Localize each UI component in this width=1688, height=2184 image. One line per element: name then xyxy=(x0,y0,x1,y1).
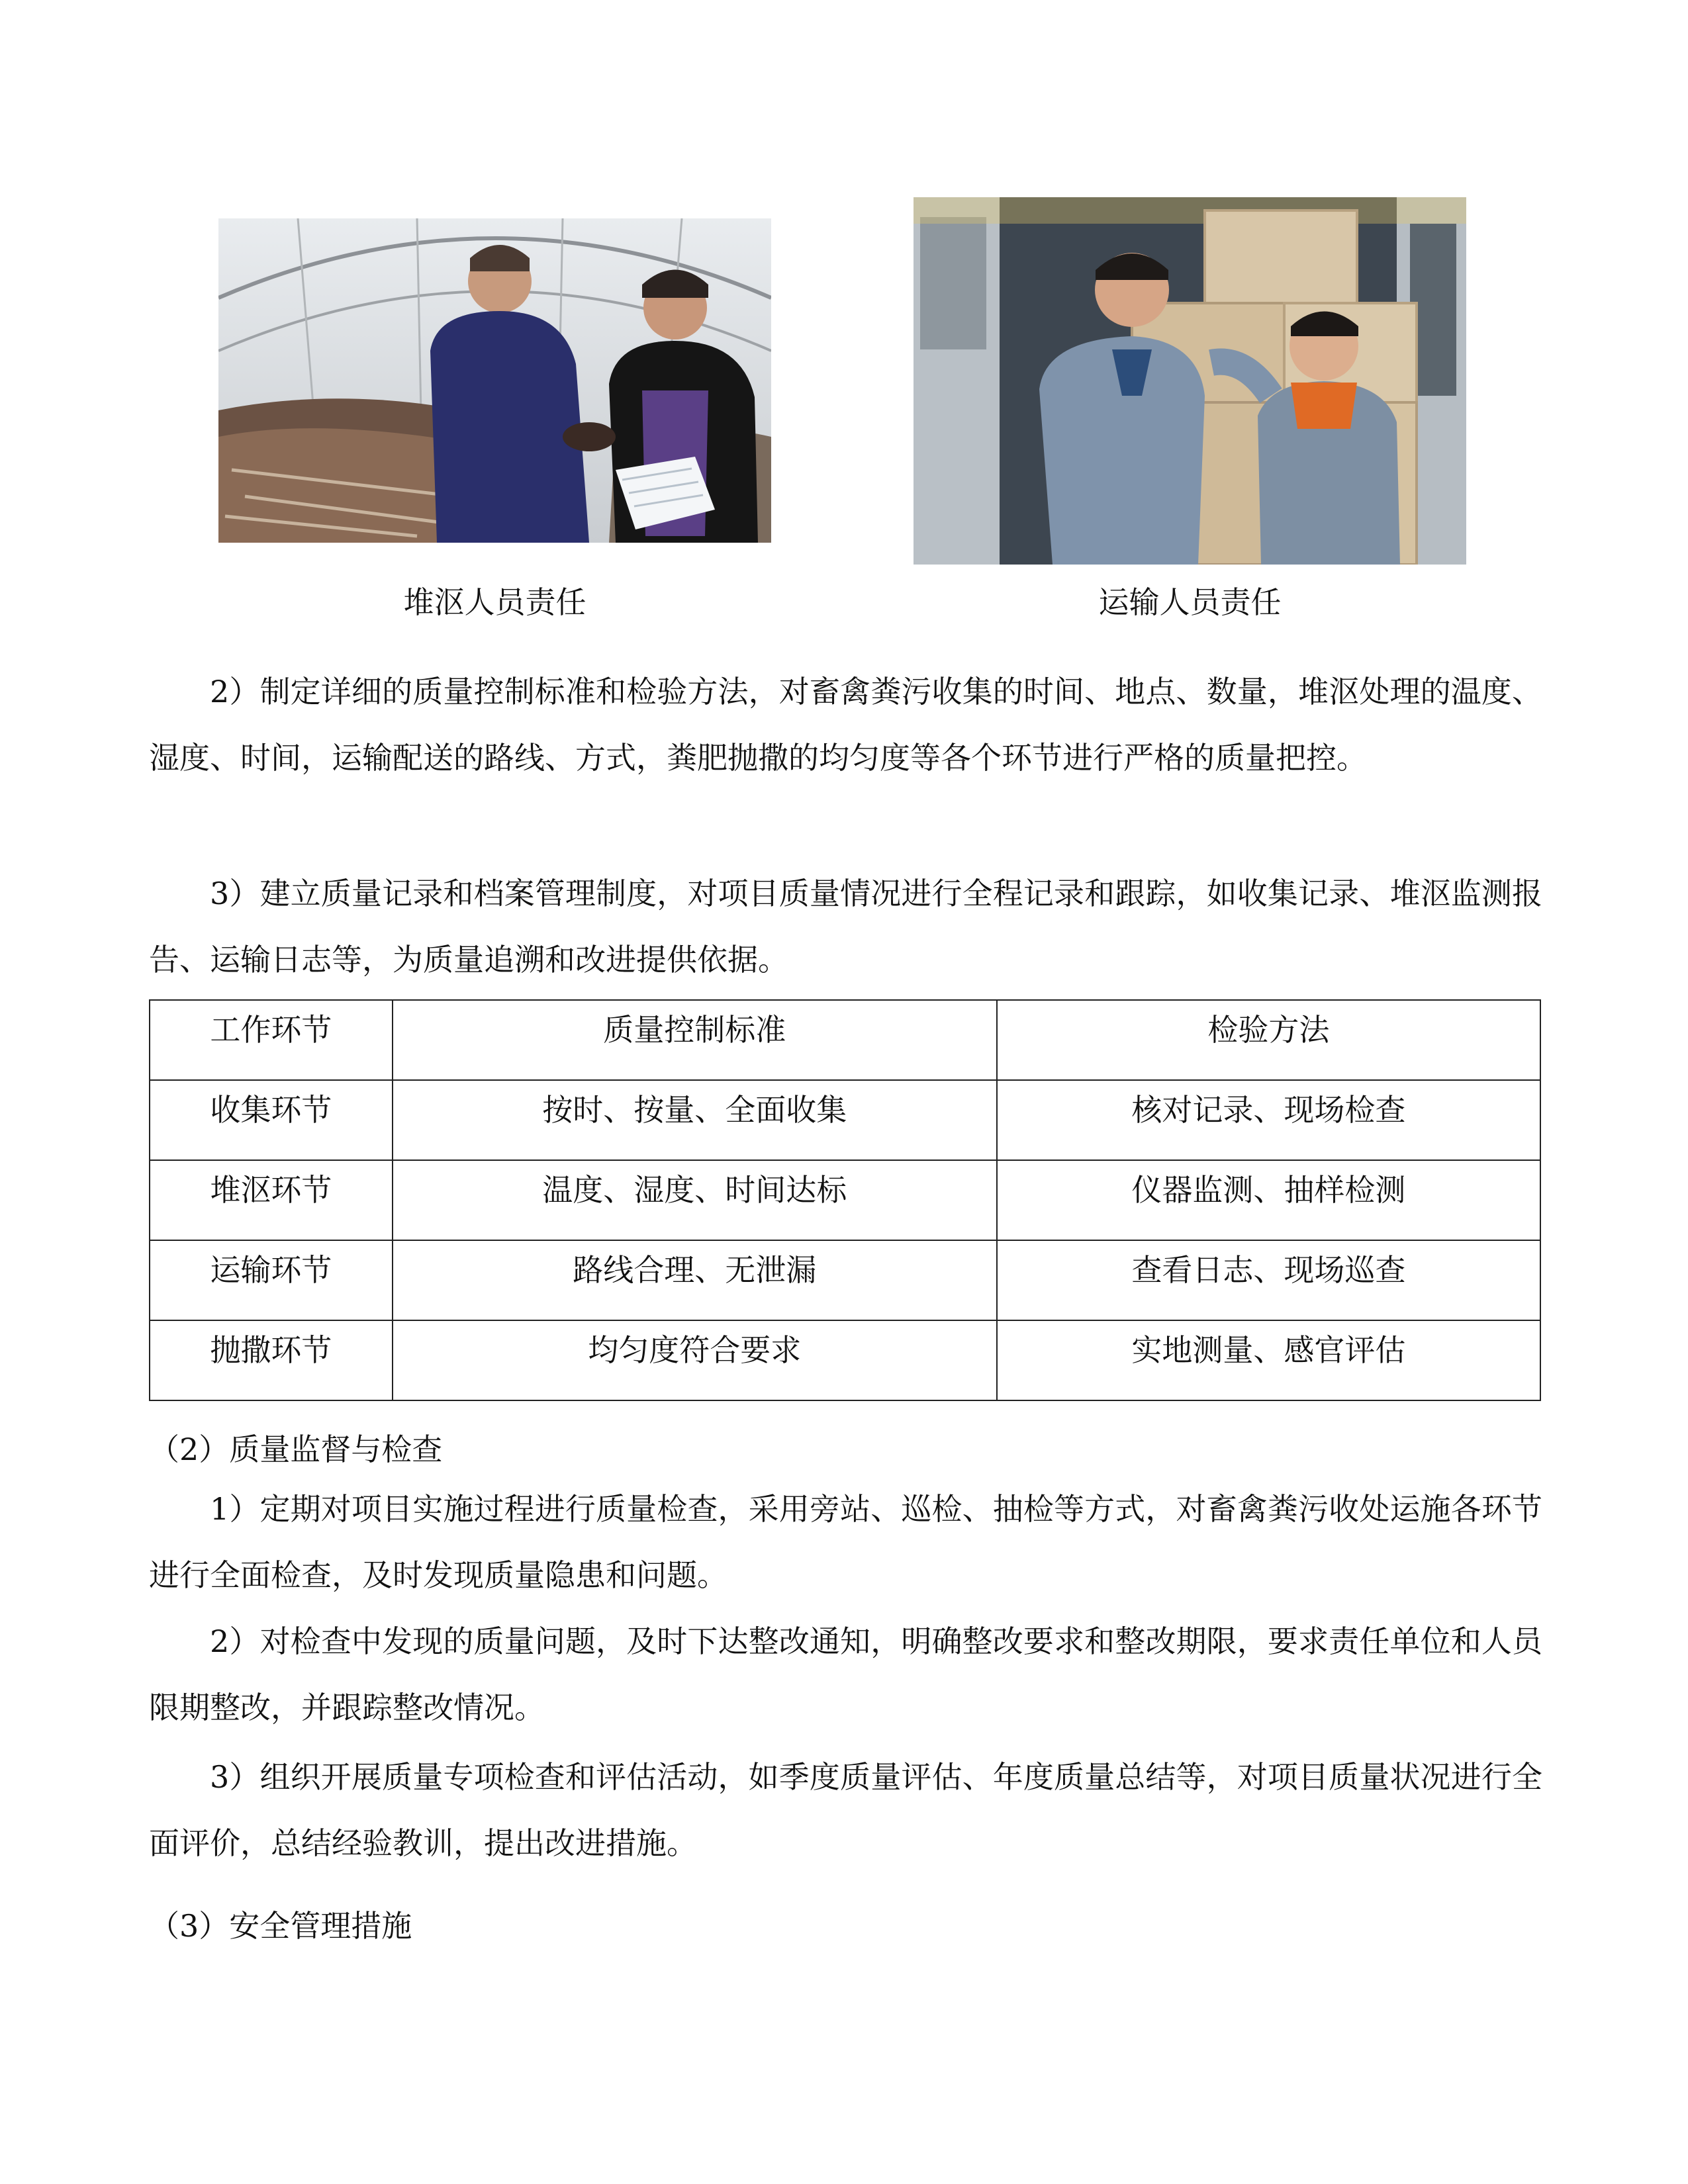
table-cell: 抛撒环节 xyxy=(150,1320,393,1400)
table-cell: 堆沤环节 xyxy=(150,1160,393,1240)
table-header-row xyxy=(150,1000,1540,1080)
table-row xyxy=(150,1240,1540,1320)
photo-van-loading xyxy=(914,197,1466,565)
table-row xyxy=(150,1160,1540,1240)
section-heading: （2）质量监督与检查 xyxy=(149,1432,443,1467)
table-cell: 均匀度符合要求 xyxy=(393,1320,997,1400)
table-cell: 核对记录、现场检查 xyxy=(997,1080,1540,1160)
table-cell: 温度、湿度、时间达标 xyxy=(393,1160,997,1240)
photo-greenhouse-workers xyxy=(218,218,771,543)
table-cell: 查看日志、现场巡查 xyxy=(997,1240,1540,1320)
paragraph: 3）组织开展质量专项检查和评估活动，如季度质量评估、年度质量总结等，对项目质量状况进行全面评价，总结经验教训，提出改进措施。 xyxy=(149,1759,1542,1861)
table-cell: 路线合理、无泄漏 xyxy=(393,1240,997,1320)
table-row xyxy=(150,1320,1540,1400)
table-cell: 按时、按量、全面收集 xyxy=(393,1080,997,1160)
table-cell: 实地测量、感官评估 xyxy=(997,1320,1540,1400)
section-heading: （3）安全管理措施 xyxy=(149,1908,412,1944)
table-header-cell: 检验方法 xyxy=(997,1000,1540,1080)
paragraph: 3）建立质量记录和档案管理制度，对项目质量情况进行全程记录和跟踪，如收集记录、堆沤监测报告、运输日志等，为质量追溯和改进提供依据。 xyxy=(149,876,1542,978)
figure-caption: 运输人员责任 xyxy=(1098,584,1282,620)
paragraph: 2）对检查中发现的质量问题，及时下达整改通知，明确整改要求和整改期限，要求责任单位和人员限期整改，并跟踪整改情况。 xyxy=(149,1623,1542,1725)
table-header-cell: 质量控制标准 xyxy=(393,1000,997,1080)
table-row xyxy=(150,1080,1540,1160)
paragraph: 1）定期对项目实施过程进行质量检查，采用旁站、巡检、抽检等方式，对畜禽粪污收处运施各环节进行全面检查，及时发现质量隐患和问题。 xyxy=(149,1491,1542,1593)
figure-caption: 堆沤人员责任 xyxy=(403,584,586,620)
paragraph: 2）制定详细的质量控制标准和检验方法，对畜禽粪污收集的时间、地点、数量，堆沤处理的温度、湿度、时间，运输配送的路线、方式，粪肥抛撒的均匀度等各个环节进行严格的质量把控。 xyxy=(149,674,1542,776)
table-cell: 仪器监测、抽样检测 xyxy=(997,1160,1540,1240)
table-header-cell: 工作环节 xyxy=(150,1000,393,1080)
table-cell: 收集环节 xyxy=(150,1080,393,1160)
quality-control-table xyxy=(149,999,1541,1401)
table-cell: 运输环节 xyxy=(150,1240,393,1320)
